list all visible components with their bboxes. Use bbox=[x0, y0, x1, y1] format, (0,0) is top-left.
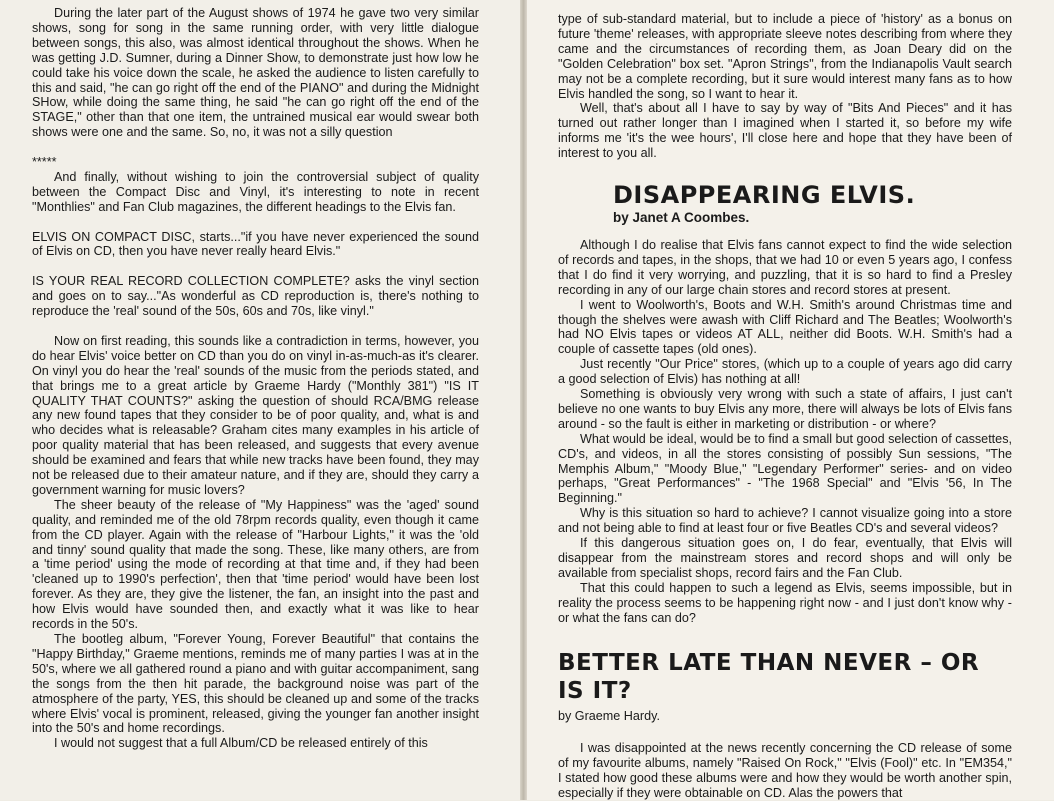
article-byline: by Graeme Hardy. bbox=[558, 708, 660, 723]
paragraph: During the later part of the August shows of 1974 he gave two very similar shows, song for song in the same running order, with very little dialogue between songs, this also, was almost identical throughout the shows. When he was getting J.D. Sumner, during a Dinner Show, to demonstrate just how low he could take his voice down the scale, he asked the audience to listen carefully to this and said, "he can go right off the end of the PIANO" and during the Midnight SHow, while doing the same thing, he said "he can go right off the end of the STAGE," other than that one item, the untrained musical ear would swear both shows were one and the same. So, no, it was not a silly question bbox=[32, 6, 479, 140]
paragraph: I would not suggest that a full Album/CD be released entirely of this bbox=[54, 736, 428, 751]
article-title-disappearing-elvis: DISAPPEARING ELVIS. bbox=[613, 181, 916, 210]
left-column bbox=[32, 6, 479, 751]
right-page bbox=[527, 0, 1054, 800]
paragraph: Just recently "Our Price" stores, (which up to a couple of years ago did carry a good selection of Elvis) has nothing at all! bbox=[558, 357, 1012, 387]
paragraph: The sheer beauty of the release of "My Happiness" was the 'aged' sound quality, and reminded me of the old 78rpm records quality, even though it came from the CD player. Again with the release of "Harbour Lights," it was the 'old and tinny' sound quality that made the song. These, like many others, are from a 'time period' using the mode of recording at that time and, if they had been 'cleaned up to 1990's perfection', then that 'time period' would have been lost forever. As they are, they give the listener, the fan, an insight into the past and how Elvis would have sounded then, and exactly what it was like to hear records in the 50's. bbox=[32, 497, 479, 632]
right-column bbox=[558, 12, 1012, 801]
paragraph: Although I do realise that Elvis fans cannot expect to find the wide selection of records and tapes, in the shops, that we had 10 or even 5 years ago, I confess that I do find it very worrying, and puzzling, that it is so hard to find a Presley recording in any of our large chain stores and record stores at present. bbox=[558, 237, 1012, 297]
paragraph: That this could happen to such a legend as Elvis, seems impossible, but in reality the process seems to be happening right now - and I just don't know why - or what the fans can do? bbox=[558, 580, 1012, 625]
paragraph: And finally, without wishing to join the controversial subject of quality between the Compact Disc and Vinyl, it's interesting to note in recent "Monthlies" and Fan Club magazines, the different headings to the Elvis fan. bbox=[32, 169, 479, 214]
paragraph: Well, that's about all I have to say by way of "Bits And Pieces" and it has turned out rather longer than I imagined when I started it, so before my wife informs me 'it's the wee hours', I'll close here and hope that they have been of interest to you all. bbox=[558, 101, 1012, 161]
separator: ***** bbox=[32, 155, 57, 170]
paragraph: Now on first reading, this sounds like a contradiction in terms, however, you do hear Elvis' voice better on CD than you do on vinyl in-as-much-as it's clearer. On vinyl you do hear the 'real' sounds of the music from the periods stated, and that brings me to a great article by Graeme Hardy ("Monthly 381") "IS IT QUALITY THAT COUNTS?" asking the question of should RCA/BMG release any new found tapes that they consider to be of poor quality, and, what is and who decides what is releasable? Graham cites many examples in his article of poor quality material that has been released, and suggests that every avenue should be examined and fears that while new tracks have been found, they may not be released due to their amateur nature, and if they are, should they carry a government warning for music lovers? bbox=[32, 333, 479, 497]
paragraph: I was disappointed at the news recently concerning the CD release of some of my favourite albums, namely "Raised On Rock," "Elvis (Fool)" etc. In "EM354," I stated how good these albums were and how they would be worth another spin, especially if they were obtainable on CD. Alas the powers that bbox=[558, 741, 1012, 801]
paragraph: What would be ideal, would be to find a small but good selection of cassettes, CD's, and videos, in all the stores consisting of possibly Sun sessions, "The Memphis Album," "Moody Blue," "Legendary Performer" series- and on video perhaps, "Great Performances" - "The 1968 Special" and "Elvis '56, In The Beginning." bbox=[558, 431, 1012, 506]
left-page bbox=[0, 0, 520, 800]
paragraph: Why is this situation so hard to achieve? I cannot visualize going into a store and not being able to find at least four or five Beatles CD's and several videos? bbox=[558, 506, 1012, 536]
article-byline: by Janet A Coombes. bbox=[613, 210, 750, 226]
paragraph: The bootleg album, "Forever Young, Forever Beautiful" that contains the "Happy Birthday," Graeme mentions, reminds me of many parties I was at in the 50's, where we all gathered round a piano and with guitar accompaniment, sang the songs from the then hit parade, the background noise was part of the atmosphere of the party, YES, this should be cleaned up and some of the tracks where Elvis' vocal is prominent, released, giving the younger fan another insight into the 50's and home recordings. bbox=[32, 632, 479, 736]
paragraph: type of sub-standard material, but to include a piece of 'history' as a bonus on future 'theme' releases, with appropriate sleeve notes describing from where they came and the circumstances of recording them, as Joan Deary did on the "Golden Celebration" box set. "Apron Strings", from the Indianapolis Vault search may not be a complete recording, but it sure would interest many fans as to how Elvis handled the song, so I want to hear it. bbox=[558, 12, 1012, 101]
paragraph: If this dangerous situation goes on, I do fear, eventually, that Elvis will disappear from the mainstream stores and record shops and will only be available from specialist shops, record fairs and the Fan Club. bbox=[558, 536, 1012, 580]
paragraph: I went to Woolworth's, Boots and W.H. Smith's around Christmas time and though the shelves were awash with Cliff Richard and The Beatles; Woolworth's had NO Elvis tapes or videos AT ALL, neither did Boots. W.H. Smith's had a couple of cassette tapes (old ones). bbox=[558, 297, 1012, 357]
book-gutter bbox=[520, 0, 527, 800]
paragraph: Something is obviously very wrong with such a state of affairs, I just can't believe no one wants to buy Elvis any more, there will always be lots of Elvis fans around - so the fault is either in marketing or distribution - or where? bbox=[558, 387, 1012, 431]
paragraph: ELVIS ON COMPACT DISC, starts..."if you have never experienced the sound of Elvis on CD, then you have never really heard Elvis." bbox=[32, 229, 479, 259]
article-title-better-late: BETTER LATE THAN NEVER – OR IS IT? bbox=[558, 649, 980, 704]
paragraph: IS YOUR REAL RECORD COLLECTION COMPLETE? asks the vinyl section and goes on to say..."As wonderful as CD reproduction is, there's nothing to reproduce the 'real' sound of the 50s, 60s and 70s, like vinyl." bbox=[32, 274, 479, 319]
